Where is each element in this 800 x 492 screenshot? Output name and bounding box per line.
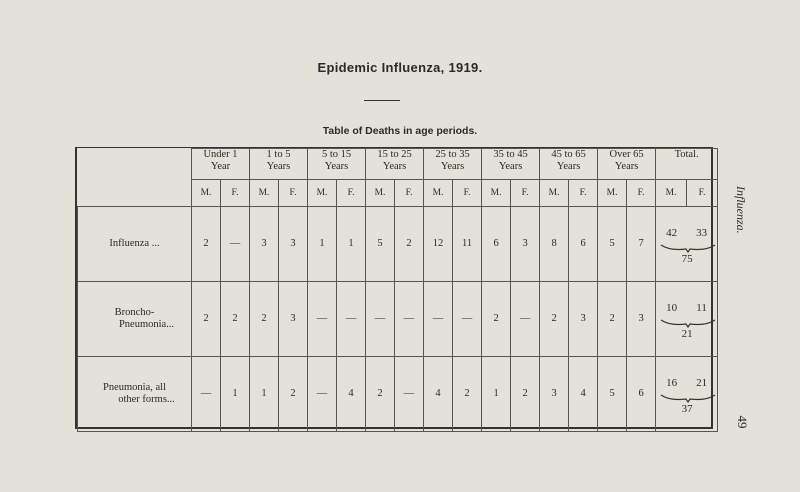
table-caption: Table of Deaths in age periods.: [322, 125, 478, 137]
total-male: 16: [666, 377, 678, 389]
table-cell: 3: [627, 282, 656, 357]
group-header-cell: Under 1 Year: [192, 149, 250, 180]
group-header-cell: 15 to 25 Years: [366, 149, 424, 180]
table-cell: 2: [279, 357, 308, 432]
page-number: 49: [735, 415, 750, 429]
table-cell: —: [221, 207, 250, 282]
table-cell: 1: [221, 357, 250, 432]
table-cell: —: [308, 357, 337, 432]
table-cell: 1: [250, 357, 279, 432]
table-cell: 6: [482, 207, 511, 282]
table-cell: 2: [366, 357, 395, 432]
male-header: M.: [424, 180, 453, 207]
total-female: 11: [696, 302, 707, 314]
table-cell: 3: [250, 207, 279, 282]
table-cell: 1: [337, 207, 366, 282]
table-cell: 1: [482, 357, 511, 432]
group-header-cell: Over 65 Years: [598, 149, 656, 180]
total-combined: 37: [681, 403, 693, 415]
total-cell: [656, 207, 718, 282]
table-cell: 3: [511, 207, 540, 282]
table-cell: —: [192, 357, 221, 432]
table-row-broncho-pneumonia: [78, 282, 718, 357]
table-cell: —: [395, 357, 424, 432]
table-cell: 6: [569, 207, 598, 282]
table-cell: 3: [569, 282, 598, 357]
page-title: Epidemic Influenza, 1919.: [317, 60, 483, 75]
table-cell: 2: [395, 207, 424, 282]
male-header: M.: [482, 180, 511, 207]
table-cell: 2: [250, 282, 279, 357]
male-header: M.: [308, 180, 337, 207]
total-male: 10: [666, 302, 678, 314]
deaths-table: [75, 147, 713, 429]
male-header: M.: [598, 180, 627, 207]
brace-icon: [660, 318, 716, 328]
table-row-influenza: [78, 207, 718, 282]
table-cell: 3: [279, 282, 308, 357]
table-cell: 2: [540, 282, 569, 357]
total-cell: [656, 357, 718, 432]
male-header: M.: [656, 180, 687, 207]
female-header: F.: [337, 180, 366, 207]
female-header: F.: [687, 180, 718, 207]
title-rule: [364, 100, 400, 101]
table-cell: —: [308, 282, 337, 357]
table-cell: 2: [511, 357, 540, 432]
table-cell: 5: [598, 357, 627, 432]
table-cell: —: [395, 282, 424, 357]
group-header-cell: 35 to 45 Years: [482, 149, 540, 180]
table-cell: 6: [627, 357, 656, 432]
table-cell: —: [453, 282, 482, 357]
table-cell: 2: [598, 282, 627, 357]
female-header: F.: [279, 180, 308, 207]
table-cell: 2: [453, 357, 482, 432]
male-header: M.: [540, 180, 569, 207]
brace-icon: [660, 393, 716, 403]
table-cell: 2: [221, 282, 250, 357]
table-cell: —: [337, 282, 366, 357]
female-header: F.: [627, 180, 656, 207]
table-cell: 4: [569, 357, 598, 432]
table-cell: 2: [192, 207, 221, 282]
female-header: F.: [221, 180, 250, 207]
male-header: M.: [192, 180, 221, 207]
group-header-row: [78, 149, 718, 180]
table-cell: 5: [598, 207, 627, 282]
table-cell: —: [366, 282, 395, 357]
table-cell: 5: [366, 207, 395, 282]
group-header-cell: 5 to 15 Years: [308, 149, 366, 180]
female-header: F.: [395, 180, 424, 207]
side-running-head: Influenza.: [734, 186, 748, 234]
table-cell: 8: [540, 207, 569, 282]
table-cell: 1: [308, 207, 337, 282]
table-cell: 4: [337, 357, 366, 432]
total-female: 21: [696, 377, 708, 389]
corner-cell: [78, 149, 192, 207]
table-cell: 7: [627, 207, 656, 282]
group-header-cell: 25 to 35 Years: [424, 149, 482, 180]
female-header: F.: [569, 180, 598, 207]
female-header: F.: [453, 180, 482, 207]
table-cell: 3: [279, 207, 308, 282]
group-header-cell: 45 to 65 Years: [540, 149, 598, 180]
table-cell: 2: [192, 282, 221, 357]
total-female: 33: [696, 227, 708, 239]
male-header: M.: [250, 180, 279, 207]
row-label: Pneumonia, all other forms...: [78, 357, 192, 432]
total-combined: 75: [681, 253, 693, 265]
table-cell: 12: [424, 207, 453, 282]
total-header-cell: Total.: [656, 149, 718, 180]
table-cell: 11: [453, 207, 482, 282]
total-cell: [656, 282, 718, 357]
brace-icon: [660, 243, 716, 253]
table-cell: 4: [424, 357, 453, 432]
total-combined: 21: [681, 328, 693, 340]
table-cell: —: [424, 282, 453, 357]
total-male: 42: [666, 227, 678, 239]
female-header: F.: [511, 180, 540, 207]
deaths-grid: [77, 148, 718, 432]
male-header: M.: [366, 180, 395, 207]
table-cell: —: [511, 282, 540, 357]
table-cell: 3: [540, 357, 569, 432]
group-header-cell: 1 to 5 Years: [250, 149, 308, 180]
row-label: Influenza ...: [78, 207, 192, 282]
row-label: Broncho- Pneumonia...: [78, 282, 192, 357]
table-cell: 2: [482, 282, 511, 357]
table-row-pneumonia-other: [78, 357, 718, 432]
